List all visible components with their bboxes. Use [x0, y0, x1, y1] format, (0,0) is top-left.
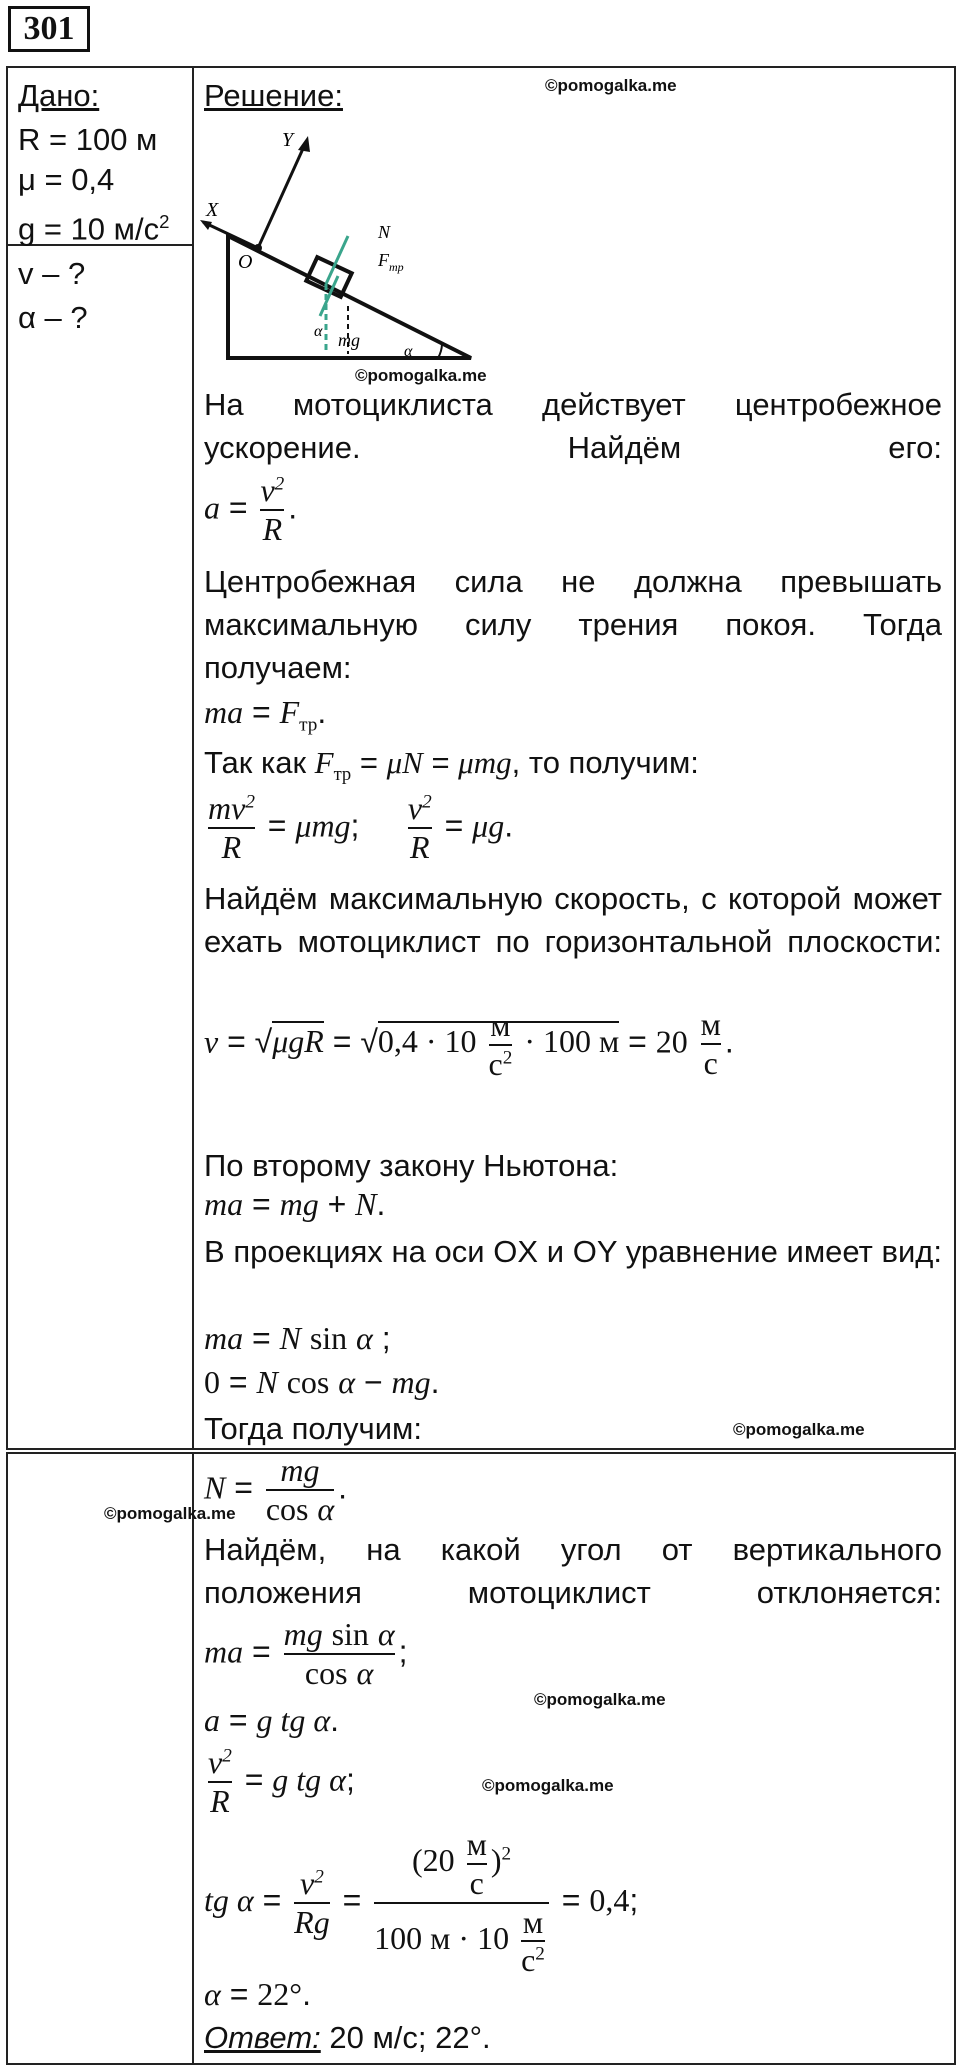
- paragraph-acceleration: На мотоциклиста действует центробежное ускорение. Найдём его:: [204, 387, 942, 465]
- formula-ma-tan: ma = $\frac{\text{mg sin α}}{\text{cos α}}$ ;: [204, 1616, 408, 1691]
- solution-title: Решение:: [204, 78, 343, 113]
- f-label: [377, 250, 404, 274]
- formula-a-g-tg: a = g tg α.: [204, 1702, 340, 1738]
- y-label: Y: [282, 129, 294, 151]
- fraction: $\frac{mv^2}{R}$: [208, 790, 255, 865]
- formula-n: N = $\frac{mg}{\text{cos α}}$ .: [204, 1452, 348, 1527]
- fraction: $\frac{м}{с^2}$: [521, 1903, 545, 1979]
- alpha-label-2: α: [404, 343, 413, 360]
- paragraph-angle: Найдём, на какой угол от вертикального положения мотоциклист отклоняется:: [204, 1532, 942, 1610]
- o-label: O: [238, 251, 253, 273]
- formula-ma-ftr: ma = $F_{тр}$.: [204, 694, 327, 736]
- fraction: $\frac{v^2}{Rg}$: [294, 1864, 330, 1940]
- since-post: , то получим:: [511, 745, 699, 780]
- sym-a: a: [204, 489, 220, 526]
- find-speed: v – ?: [18, 256, 86, 291]
- numerator: $v^2$: [260, 472, 285, 508]
- f-label-main: F: [378, 250, 389, 270]
- answer-label: Ответ:: [204, 2020, 321, 2055]
- formula-tg-value: tg α = $\frac{v^2}{Rg}$ = (20 $\frac{м}{с}$ )$^2$ 100 м · 10 $\frac{м}{с^2}$ = 0,4;: [204, 1826, 639, 1979]
- fraction: (20 $\frac{м}{с}$ )$^2$ 100 м · 10 $\frac{м}{с^2}$: [374, 1826, 549, 1979]
- formula-v2r-g-tg: $\frac{v^2}{R}$ = g tg α;: [208, 1744, 355, 1819]
- paragraph-newton: По второму закону Ньютона:: [204, 1148, 619, 1183]
- incline-diagram: [198, 126, 488, 376]
- origin-point: [254, 244, 262, 252]
- paragraph-then: Тогда получим:: [204, 1411, 422, 1446]
- column-divider: [192, 66, 194, 1450]
- formula-oy: 0 = N cos α − mg.: [204, 1364, 440, 1400]
- fraction: [260, 472, 284, 548]
- denominator: R: [260, 509, 284, 548]
- n-label: N: [378, 222, 391, 242]
- fraction: $\frac{v^2}{R}$: [407, 790, 432, 865]
- formula-ox: ma = N sin α ;: [204, 1320, 391, 1356]
- paragraph-since: Так как $F_{тр} = \mu N = \mu mg$, то получим:: [204, 745, 699, 786]
- watermark-3: ©pomogalka.me: [733, 1420, 865, 1439]
- watermark-6: ©pomogalka.me: [482, 1776, 614, 1795]
- problem-number: 301: [8, 6, 90, 52]
- fraction: $\frac{м}{с^2}$: [488, 1007, 513, 1082]
- watermark-5: ©pomogalka.me: [534, 1690, 666, 1709]
- y-axis-line: [258, 142, 306, 248]
- given-mu: μ = 0,4: [18, 162, 115, 197]
- formula-speed: v = √μgR = √0,4 · 10 $\frac{м}{с^2}$ · 100 м = 20 $\frac{м}{с}$ .: [204, 1006, 734, 1082]
- fraction: $\frac{м}{с}$: [700, 1006, 721, 1081]
- fraction: $\frac{v^2}{R}$: [208, 1744, 232, 1819]
- fraction: $\frac{\text{mg sin α}}{\text{cos α}}$: [283, 1616, 395, 1691]
- f-label-sub: тр: [389, 260, 404, 274]
- formula-centripetal: a = $\frac{v^2}{R}$ .: [204, 472, 298, 547]
- formula-newton: ma = mg + N.: [204, 1186, 386, 1222]
- formula-alpha: α = 22°.: [204, 1976, 311, 2012]
- find-angle: α – ?: [18, 300, 88, 335]
- given-g-exp: 2: [159, 211, 170, 232]
- angle-arc: [438, 344, 442, 358]
- watermark-1: ©pomogalka.me: [545, 76, 677, 95]
- x-axis-line: [203, 222, 258, 248]
- answer-value: 20 м/с; 22°.: [329, 2020, 491, 2055]
- given-g-text: g = 10 м/с: [18, 211, 160, 247]
- x-axis-arrow: [200, 220, 212, 230]
- given-g: [18, 200, 169, 250]
- mg-label: mg: [338, 330, 360, 350]
- paragraph-friction: Центробежная сила не должна превышать максимальную силу трения покоя. Тогда получаем:: [204, 564, 942, 685]
- paragraph-max-speed: Найдём максимальную скорость, с которой может ехать мотоциклист по горизонтальной плоскости:: [204, 881, 942, 959]
- given-title: Дано:: [18, 78, 100, 113]
- column-divider-2: [192, 1452, 194, 2063]
- given-radius: R = 100 м: [18, 122, 158, 157]
- fraction: $\frac{м}{с}$: [466, 1826, 487, 1901]
- answer-line: [204, 2016, 491, 2059]
- alpha-label-1: α: [314, 323, 323, 340]
- paragraph-projections: В проекциях на оси OX и OY уравнение имеет вид:: [204, 1234, 942, 1269]
- fraction: $\frac{mg}{\text{cos α}}$: [265, 1452, 335, 1527]
- watermark-4: ©pomogalka.me: [104, 1504, 236, 1523]
- since-pre: Так как: [204, 745, 307, 780]
- x-label: X: [206, 199, 219, 221]
- y-axis-arrow: [298, 136, 310, 152]
- watermark-2: ©pomogalka.me: [355, 366, 487, 385]
- formula-mv2-r: $\frac{mv^2}{R}$ = μmg; $\frac{v^2}{R}$ = μg.: [208, 790, 514, 865]
